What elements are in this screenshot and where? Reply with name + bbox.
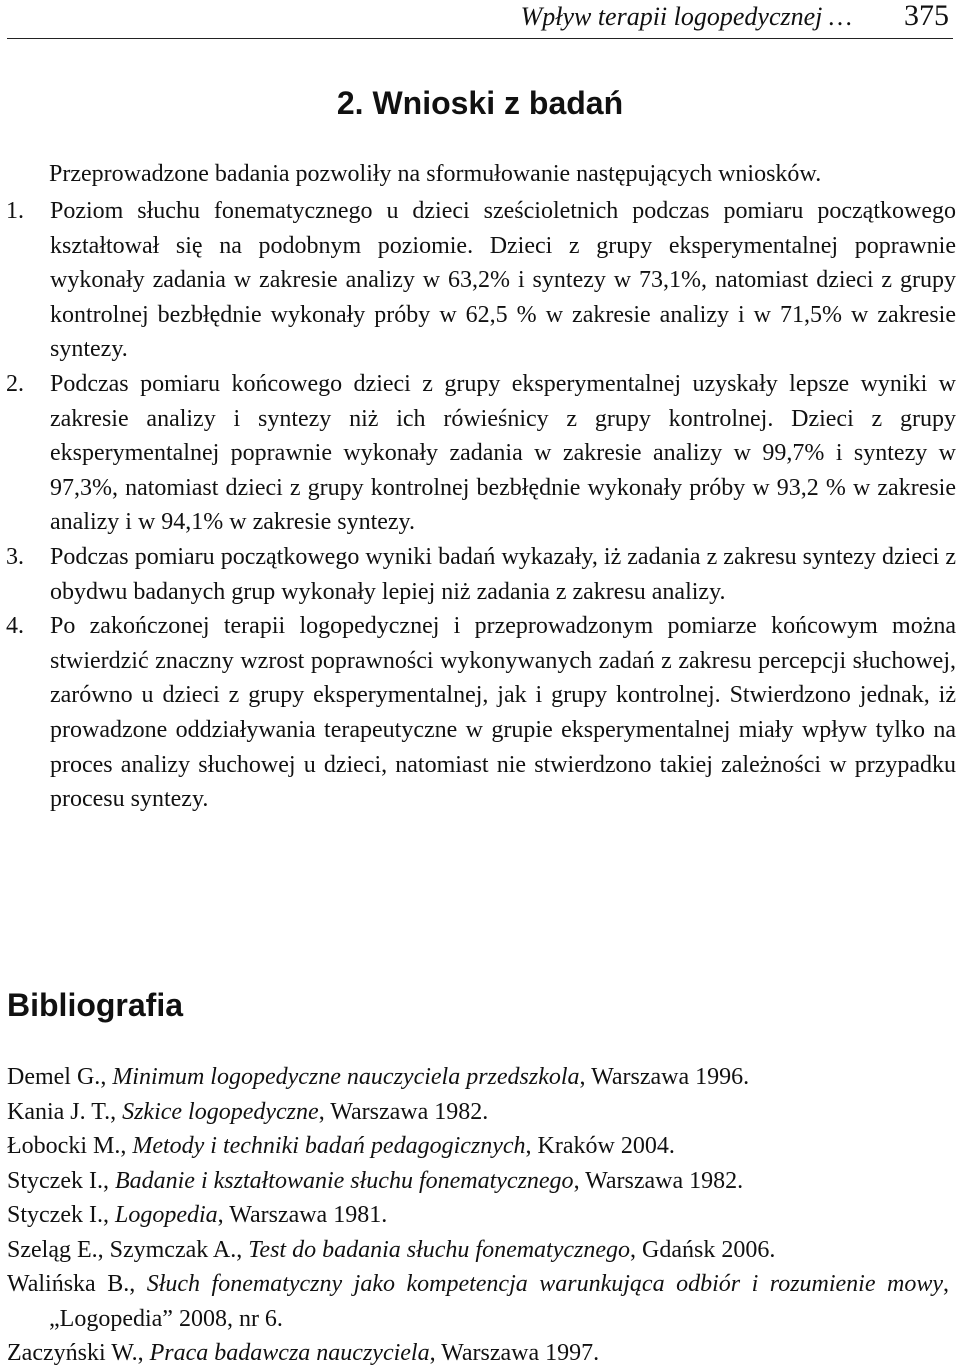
entry-publication: , Warszawa 1996. <box>579 1064 750 1090</box>
entry-separator: , <box>110 1098 123 1125</box>
finding-text: Po zakończonej terapii logopedycznej i przeprowadzonym pomiarze końcowym można stwierdzić znaczny wzrost poprawności wykonywanych zadań z zakresu percepcji słuchowej, zarówno u dzieci z grupy eksperymentalnej, jak i grupy kontrolnej. Stwierdzono jednak, iż prowadzone oddziaływania terapeutyczne w grupie eksperymentalnej miały wpływ tylko na proces analizy słuchowej u dzieci, natomiast nie stwierdzono takiej zależności w przypadku procesu syntezy. <box>50 613 956 813</box>
bibliography-heading: Bibliografia <box>7 987 184 1023</box>
entry-title: Badanie i kształtowanie słuchu fonematycznego <box>114 1167 574 1194</box>
finding-item <box>6 609 956 817</box>
entry-publication: , Warszawa 1982. <box>318 1098 489 1125</box>
entry-separator: , <box>137 1340 150 1366</box>
entry-title: Minimum logopedyczne nauczyciela przedszkola <box>112 1064 580 1090</box>
findings-list <box>6 194 956 817</box>
page-number: 375 <box>904 0 949 32</box>
entry-publication: , Warszawa 1981. <box>217 1202 388 1228</box>
entry-author: Zaczyński W. <box>7 1340 138 1366</box>
section-intro: Przeprowadzone badania pozwoliły na sformułowanie następujących wniosków. <box>49 161 822 187</box>
finding-number: 2. <box>6 370 24 397</box>
bibliography-entry <box>7 1267 949 1336</box>
entry-separator: , <box>100 1064 113 1090</box>
entry-publication: , Kraków 2004. <box>525 1133 675 1159</box>
entry-author: Styczek I. <box>7 1167 103 1194</box>
bibliography-entry <box>7 1095 949 1130</box>
entry-author: Łobocki M. <box>7 1133 121 1159</box>
entry-title: Szkice logopedyczne <box>122 1098 319 1125</box>
entry-publication: , Warszawa 1997. <box>429 1340 600 1366</box>
page-header <box>0 0 960 40</box>
entry-title: Test do badania słuchu fonematycznego <box>248 1236 631 1263</box>
entry-title: Logopedia <box>114 1202 218 1228</box>
entry-publication: , Warszawa 1982. <box>573 1167 744 1194</box>
bibliography-entry <box>7 1336 949 1371</box>
entry-publication: , „Logopedia” 2008, nr 6. <box>49 1271 949 1332</box>
entry-author: Styczek I. <box>7 1202 103 1228</box>
finding-text: Poziom słuchu fonematycznego u dzieci sześcioletnich podczas pomiaru początkowego kształtował się na podobnym poziomie. Dzieci z grupy eksperymentalnej poprawnie wykonały zadania w zakresie analizy w 63,2% i syntezy w 73,1%, natomiast dzieci z grupy kontrolnej bezbłędnie wykonały próby w 62,5 % w zakresie analizy i w 71,5% w zakresie syntezy. <box>50 198 956 363</box>
entry-separator: , <box>129 1271 147 1297</box>
finding-text: Podczas pomiaru początkowego wyniki badań wykazały, iż zadania z zakresu syntezy dzieci z obydwu badanych grup wykonały lepiej niż zadania z zakresu analizy. <box>50 543 956 605</box>
finding-text: Podczas pomiaru końcowego dzieci z grupy eksperymentalnej uzyskały lepsze wyniki w zakresie analizy i syntezy niż ich rówieśnicy z grupy kontrolnej. Dzieci z grupy eksperymentalnej poprawnie wykonały zadania w zakresie analizy w 99,7% i syntezy w 97,3%, natomiast dzieci z grupy kontrolnej bezbłędnie wykonały próby w 93,2 % w zakresie analizy i w 94,1% w zakresie syntezy. <box>50 370 956 536</box>
bibliography-entry <box>7 1164 949 1199</box>
bibliography-entry <box>7 1233 949 1268</box>
entry-separator: , <box>120 1133 133 1159</box>
entry-title: Metody i techniki badań pedagogicznych <box>132 1133 526 1159</box>
section-title: 2. Wnioski z badań <box>336 85 624 121</box>
entry-title: Słuch fonematyczny jako kompetencja warunkująca odbiór i rozumienie mowy <box>146 1271 943 1297</box>
bibliography-list <box>7 1060 949 1371</box>
finding-item <box>6 194 956 367</box>
finding-number: 4. <box>6 613 24 640</box>
entry-publication: , Gdańsk 2006. <box>630 1236 776 1263</box>
entry-author: Szeląg E., Szymczak A. <box>7 1236 237 1263</box>
entry-author: Walińska B. <box>7 1271 130 1297</box>
finding-item <box>6 540 956 609</box>
bibliography-entry <box>7 1129 949 1164</box>
entry-separator: , <box>102 1202 115 1228</box>
entry-author: Kania J. T. <box>7 1098 111 1125</box>
bibliography-entry <box>7 1060 949 1095</box>
entry-title: Praca badawcza nauczyciela <box>149 1340 430 1366</box>
entry-separator: , <box>236 1236 249 1263</box>
bibliography-entry <box>7 1198 949 1233</box>
finding-number: 1. <box>6 198 24 224</box>
finding-item <box>6 367 956 540</box>
header-rule <box>7 38 953 39</box>
finding-number: 3. <box>6 543 24 570</box>
entry-author: Demel G. <box>7 1064 101 1090</box>
running-title: Wpływ terapii logopedycznej … <box>520 2 852 31</box>
entry-separator: , <box>102 1167 115 1194</box>
